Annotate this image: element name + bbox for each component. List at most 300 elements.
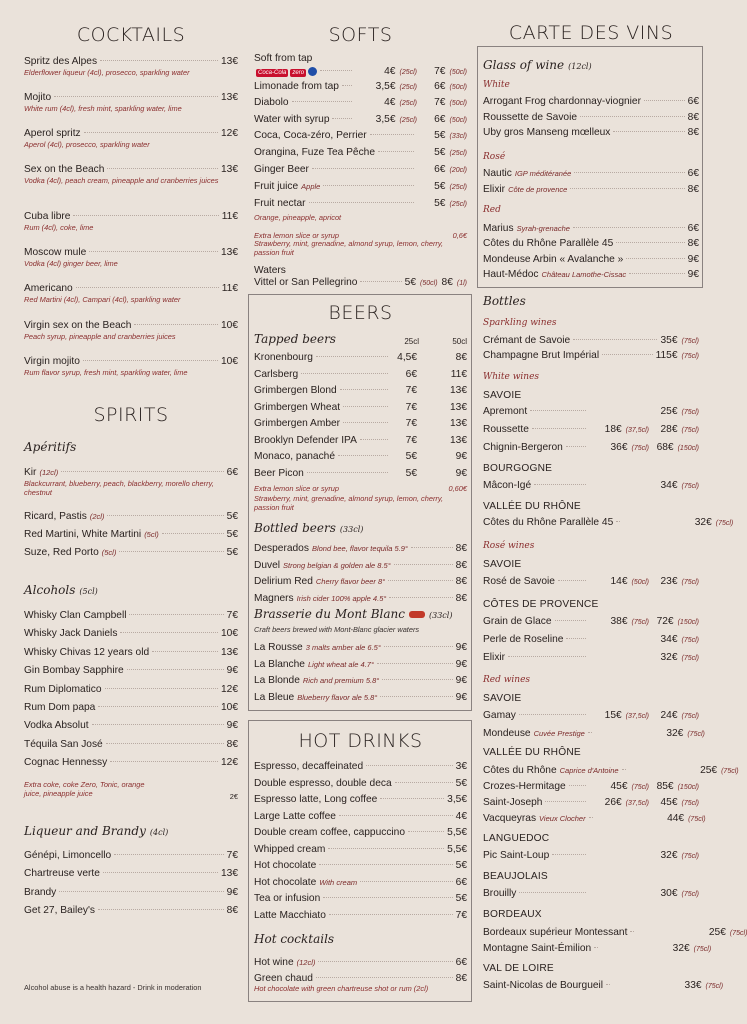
dot-leader bbox=[152, 651, 218, 652]
item-size: (75cl) bbox=[681, 353, 699, 360]
item-price: 12€ bbox=[221, 128, 238, 139]
item-name: Uby gros Manseng mœlleux bbox=[483, 127, 611, 138]
item-name: Espresso latte, Long coffee bbox=[254, 794, 378, 805]
item-size-large: (75cl) bbox=[729, 930, 747, 937]
item-size-small: (37,5cl) bbox=[625, 800, 649, 807]
item-note: Irish cider 100% apple 4.5° bbox=[296, 593, 387, 603]
item-name: Vodka Absolut bbox=[24, 720, 89, 732]
item-name: Get 27, Bailey's bbox=[24, 905, 96, 917]
item-name: Grimbergen Amber bbox=[254, 418, 341, 429]
dot-leader bbox=[360, 439, 388, 440]
dot-leader bbox=[103, 872, 218, 873]
menu-item-row bbox=[254, 793, 467, 806]
dot-leader bbox=[89, 251, 218, 252]
menu-item-row bbox=[483, 615, 699, 629]
menu-item-row bbox=[254, 113, 467, 127]
price-small-group bbox=[355, 80, 417, 94]
dot-leader bbox=[644, 100, 685, 101]
item-price-large: 44€ bbox=[667, 813, 685, 824]
item-name: Water with syrup bbox=[254, 114, 330, 125]
dot-leader bbox=[84, 132, 218, 133]
item-name: Fruit juice bbox=[254, 181, 299, 192]
item-price-small: 36€ bbox=[610, 442, 628, 453]
item-size-small: (25cl) bbox=[399, 100, 417, 107]
menu-item-row bbox=[254, 826, 467, 839]
menu-item-row bbox=[483, 926, 747, 940]
item-size-large: (75cl) bbox=[693, 946, 712, 953]
dot-leader bbox=[318, 961, 452, 962]
item-name: La Blonde bbox=[254, 675, 300, 686]
item-name: Magners bbox=[254, 592, 294, 604]
item-price: 5€ bbox=[434, 130, 446, 141]
item-price-large: 33€ bbox=[684, 980, 702, 991]
dot-leader bbox=[534, 484, 586, 485]
item-name: Haut-Médoc bbox=[483, 268, 539, 280]
item-price: 5€ bbox=[226, 511, 238, 522]
price-small-group bbox=[589, 575, 649, 589]
item-price: 7€ bbox=[455, 909, 467, 921]
item-price-group bbox=[417, 197, 467, 211]
menu-item-row bbox=[254, 575, 467, 588]
item-note: Blond bee, flavor tequila 5.9° bbox=[311, 544, 408, 553]
region-loire: VAL DE LOIRE bbox=[483, 963, 554, 974]
item-size-large: (50cl) bbox=[449, 84, 467, 91]
dot-leader bbox=[613, 131, 684, 132]
item-price-group bbox=[417, 180, 467, 194]
item-price: 8€ bbox=[687, 111, 699, 123]
item-note: Caprice d'Antoine bbox=[559, 766, 619, 775]
price-large-group bbox=[649, 780, 699, 794]
dot-leader bbox=[395, 782, 453, 783]
item-name: Gamay bbox=[483, 710, 516, 721]
menu-item-row bbox=[254, 65, 467, 79]
menu-item-row bbox=[24, 904, 238, 917]
item-name: Champagne Brut Impérial bbox=[483, 350, 600, 361]
item-price-group bbox=[417, 163, 467, 177]
item-price-50cl: 9€ bbox=[455, 467, 467, 479]
item-size-large: (50cl) bbox=[449, 69, 467, 76]
item-price-small: 14€ bbox=[610, 576, 628, 587]
dot-leader bbox=[622, 769, 626, 770]
item-name: Virgin sex on the Beach bbox=[24, 320, 132, 331]
item-note: 3 malts amber ale 6.5° bbox=[305, 643, 381, 652]
item-price: 11€ bbox=[221, 283, 238, 294]
item-price: 5€ bbox=[455, 860, 467, 871]
item-name: Vacqueyras bbox=[483, 813, 537, 824]
alcohols-extra-price: 2€ bbox=[229, 792, 238, 801]
item-price-25cl: 7€ bbox=[405, 385, 417, 396]
menu-item-row bbox=[24, 738, 238, 751]
menu-item-row bbox=[24, 546, 238, 559]
tapped-col1: 25cl bbox=[404, 337, 419, 346]
dot-leader bbox=[558, 580, 586, 581]
menu-item-row bbox=[254, 180, 467, 194]
item-name: Crémant de Savoie bbox=[483, 335, 571, 346]
column-left bbox=[24, 0, 238, 1024]
item-name: Brandy bbox=[24, 886, 57, 898]
item-price: 10€ bbox=[221, 702, 238, 713]
price-large-group bbox=[417, 80, 467, 94]
menu-item-row bbox=[254, 760, 467, 773]
menu-item-row bbox=[24, 163, 238, 176]
menu-item-row bbox=[483, 979, 724, 993]
tapped-col2: 50cl bbox=[452, 337, 467, 346]
item-name: Elixir bbox=[483, 183, 506, 195]
item-name: Green chaud bbox=[254, 973, 313, 984]
menu-item-row bbox=[254, 909, 467, 922]
alcohol-warning: Alcohol abuse is a health hazard - Drink in moderation bbox=[24, 983, 202, 992]
item-price: 8€ bbox=[687, 238, 699, 250]
item-price: 5€ bbox=[455, 893, 467, 904]
menu-item-row bbox=[254, 417, 467, 430]
price-large-group bbox=[649, 887, 699, 901]
item-price: 10€ bbox=[221, 628, 238, 640]
item-name: Roussette de Savoie bbox=[483, 111, 578, 123]
item-name: Côtes du Rhône bbox=[483, 765, 557, 776]
dot-leader bbox=[316, 977, 453, 978]
dot-leader bbox=[59, 891, 223, 892]
item-note: Cherry flavor beer 8° bbox=[315, 577, 386, 586]
item-size: (25cl) bbox=[449, 184, 467, 191]
dot-leader bbox=[380, 798, 444, 799]
item-size-large: (75cl) bbox=[681, 637, 699, 644]
item-description: Rum (4cl), coke, lime bbox=[24, 223, 94, 232]
item-price: 9€ bbox=[687, 268, 699, 280]
item-price: 5€ bbox=[455, 777, 467, 789]
menu-item-row bbox=[24, 627, 238, 640]
dot-leader bbox=[360, 281, 401, 282]
price-small-group bbox=[355, 65, 417, 79]
item-name: Rosé de Savoie bbox=[483, 576, 555, 587]
item-size-small: (37,5cl) bbox=[625, 427, 649, 434]
dot-leader bbox=[580, 116, 685, 117]
menu-item-row bbox=[24, 466, 238, 479]
dot-leader bbox=[573, 227, 685, 228]
item-size-small: (25cl) bbox=[399, 117, 417, 124]
item-name: Hot chocolate bbox=[254, 860, 317, 871]
price-large-group bbox=[649, 405, 699, 419]
region-rhone-white: VALLÉE DU RHÔNE bbox=[483, 501, 581, 512]
item-size: (2cl) bbox=[89, 512, 105, 521]
item-name: Bordeaux supérieur Montessant bbox=[483, 927, 628, 938]
dot-leader bbox=[134, 324, 218, 325]
item-size-small: (50cl) bbox=[420, 280, 438, 287]
region-languedoc: LANGUEDOC bbox=[483, 833, 550, 844]
item-price-large: 68€ bbox=[656, 442, 674, 453]
item-name: Mojito bbox=[24, 92, 52, 103]
dot-leader bbox=[411, 547, 453, 548]
item-price-25cl: 6€ bbox=[405, 368, 417, 380]
dot-leader bbox=[105, 688, 218, 689]
item-price-large: 32€ bbox=[660, 850, 678, 861]
dot-leader bbox=[129, 614, 223, 615]
region-savoie-white: SAVOIE bbox=[483, 390, 522, 401]
item-price-small: 45€ bbox=[610, 781, 628, 792]
glass-title-text: Glass of wine bbox=[483, 58, 565, 72]
item-name: Téquila San José bbox=[24, 738, 103, 750]
beers-extra-price: 0,60€ bbox=[448, 484, 467, 493]
price-large-group bbox=[442, 276, 467, 290]
price-large-group bbox=[697, 926, 747, 940]
item-price: 4€ bbox=[455, 810, 467, 822]
item-size: (25cl) bbox=[449, 150, 467, 157]
price-large-group bbox=[689, 764, 739, 778]
item-price: 9€ bbox=[455, 642, 467, 653]
item-size-large: (150cl) bbox=[677, 619, 699, 626]
dot-leader bbox=[332, 118, 352, 119]
dot-leader bbox=[100, 60, 218, 61]
item-note: With cream bbox=[319, 877, 358, 887]
brasserie-desc: Craft beers brewed with Mont-Blanc glacier waters bbox=[254, 625, 420, 634]
menu-item-row bbox=[254, 876, 467, 889]
item-name: Saint-Joseph bbox=[483, 797, 543, 808]
alcohols-title-text: Alcohols bbox=[24, 583, 76, 597]
item-note: Light wheat ale 4.7° bbox=[307, 659, 374, 669]
item-price-large: 34€ bbox=[660, 634, 678, 645]
item-price-25cl: 7€ bbox=[405, 401, 417, 413]
item-name: Spritz des Alpes bbox=[24, 56, 98, 67]
dot-leader bbox=[73, 215, 218, 216]
dot-leader bbox=[323, 185, 414, 186]
item-price-large: 32€ bbox=[666, 728, 684, 739]
menu-item-row bbox=[483, 796, 699, 810]
dot-leader bbox=[54, 96, 218, 97]
fanta-logo-icon bbox=[308, 67, 317, 76]
item-name: Gin Bombay Sapphire bbox=[24, 665, 124, 677]
item-size-large: (75cl) bbox=[715, 520, 734, 527]
dot-leader bbox=[573, 339, 657, 340]
price-large-group bbox=[673, 979, 723, 993]
dot-leader bbox=[408, 831, 444, 832]
menu-item-row bbox=[254, 859, 467, 872]
item-name: Grain de Glace bbox=[483, 616, 552, 627]
price-small-group bbox=[589, 423, 649, 437]
dot-leader bbox=[532, 428, 586, 429]
brasserie-title-text: Brasserie du Mont Blanc bbox=[254, 607, 405, 621]
menu-item-row bbox=[483, 727, 705, 741]
price-large-group bbox=[649, 709, 699, 723]
dot-leader bbox=[377, 663, 453, 664]
dot-leader bbox=[343, 422, 388, 423]
white-label: White bbox=[483, 80, 510, 90]
menu-item-row bbox=[24, 319, 238, 332]
region-savoie-red: SAVOIE bbox=[483, 693, 522, 704]
item-price: 8€ bbox=[226, 905, 238, 917]
bottled-title-text: Bottled beers bbox=[254, 521, 336, 535]
dot-leader bbox=[61, 471, 223, 472]
item-price-small: 18€ bbox=[604, 424, 622, 435]
item-size-large: (1l) bbox=[456, 280, 467, 287]
menu-item-row bbox=[254, 559, 467, 572]
item-price: 5,5€ bbox=[447, 827, 467, 838]
item-note: Blueberry flavor ale 5.8° bbox=[297, 692, 378, 702]
item-price-large: 45€ bbox=[660, 797, 678, 808]
menu-item-row bbox=[24, 127, 238, 140]
item-name: Grimbergen Blond bbox=[254, 385, 337, 396]
item-name: Carlsberg bbox=[254, 368, 299, 380]
item-price: 6€ bbox=[434, 164, 446, 175]
item-price: 8€ bbox=[687, 127, 699, 138]
item-name: Beer Picon bbox=[254, 467, 304, 479]
item-price-25cl: 7€ bbox=[405, 418, 417, 429]
item-price-small: 3,5€ bbox=[375, 114, 396, 125]
alcohols-title bbox=[24, 583, 98, 597]
item-price-large: 85€ bbox=[656, 781, 674, 792]
item-price-large: 28€ bbox=[660, 424, 678, 435]
item-name: Ginger Beer bbox=[254, 164, 309, 175]
menu-item-row bbox=[483, 237, 699, 250]
item-name: Vittel or San Pellegrino bbox=[254, 277, 358, 288]
item-price: 11€ bbox=[221, 211, 238, 222]
rose-label: Rosé bbox=[483, 152, 506, 162]
item-price-large: 23€ bbox=[660, 576, 678, 587]
dot-leader bbox=[629, 273, 685, 274]
item-note: Cuvée Prestige bbox=[533, 729, 585, 738]
menu-item-row bbox=[24, 867, 238, 880]
item-name: Kir bbox=[24, 467, 37, 478]
item-price: 5€ bbox=[434, 181, 446, 192]
menu-item-row bbox=[254, 129, 467, 143]
item-name: Limonade from tap bbox=[254, 81, 339, 92]
item-size-small: (75cl) bbox=[631, 445, 649, 452]
item-price-small: 3,5€ bbox=[375, 81, 396, 92]
menu-item-row bbox=[254, 658, 467, 671]
price-small-group bbox=[589, 709, 649, 723]
price-small-group bbox=[355, 96, 417, 110]
item-price: 5,5€ bbox=[447, 843, 467, 855]
menu-item-row bbox=[24, 528, 238, 541]
dot-leader bbox=[342, 85, 352, 86]
price-large-group bbox=[649, 423, 699, 437]
item-name: Mondeuse bbox=[483, 728, 531, 739]
glass-size: (12cl) bbox=[568, 62, 592, 71]
dot-leader bbox=[110, 761, 218, 762]
menu-item-row bbox=[254, 351, 467, 364]
dot-leader bbox=[92, 724, 224, 725]
item-size: (5cl) bbox=[144, 530, 159, 539]
wines-title: CARTE DES VINS bbox=[508, 22, 674, 44]
column-middle bbox=[254, 0, 467, 1024]
item-name: Hot chocolate bbox=[254, 876, 317, 888]
menu-item-row bbox=[24, 756, 238, 769]
item-price: 6€ bbox=[455, 957, 467, 968]
item-price: 9€ bbox=[455, 691, 467, 703]
beers-extra-desc: Extra lemon slice or syrup bbox=[254, 484, 340, 493]
item-price-large: 6€ bbox=[434, 114, 446, 125]
price-large-group bbox=[661, 942, 711, 956]
item-price: 8€ bbox=[687, 183, 699, 195]
menu-item-row bbox=[254, 592, 467, 605]
dot-leader bbox=[338, 455, 388, 456]
menu-item-row bbox=[483, 651, 699, 665]
cocktails-title: COCKTAILS bbox=[76, 24, 186, 46]
alcohols-extra-desc: Extra coke, coke Zero, Tonic, orange juice, pineapple juice bbox=[24, 780, 145, 798]
dot-leader bbox=[378, 151, 414, 152]
item-price: 6€ bbox=[226, 467, 238, 478]
item-name: Whipped cream bbox=[254, 843, 326, 855]
item-name: Cognac Hennessy bbox=[24, 757, 108, 769]
item-name: Chignin-Bergeron bbox=[483, 442, 563, 453]
waters-title: Waters bbox=[254, 265, 286, 276]
item-name: Grimbergen Wheat bbox=[254, 401, 341, 413]
item-size: (20cl) bbox=[449, 167, 467, 174]
dot-leader bbox=[340, 389, 388, 390]
item-name: Cuba libre bbox=[24, 211, 71, 222]
item-price-large: 6€ bbox=[434, 81, 446, 92]
menu-item-row bbox=[24, 246, 238, 259]
item-size-small: (75cl) bbox=[631, 619, 649, 626]
menu-item-row bbox=[254, 368, 467, 381]
item-description: Elderflower liqueur (4cl), prosecco, sparkling water bbox=[24, 68, 190, 77]
menu-item-row bbox=[24, 91, 238, 104]
menu-item-row bbox=[483, 268, 699, 281]
item-note: Rich and premium 5.8° bbox=[302, 676, 380, 685]
item-note: Apple bbox=[301, 182, 321, 191]
alcohols-size: (5cl) bbox=[79, 587, 98, 596]
item-name: Monaco, panaché bbox=[254, 451, 335, 462]
item-price: 6€ bbox=[687, 223, 699, 234]
item-price-50cl: 11€ bbox=[450, 368, 467, 380]
dot-leader bbox=[389, 597, 452, 598]
item-name: Kronenbourg bbox=[254, 352, 313, 363]
soft-tap-label: Soft from tap bbox=[254, 53, 313, 64]
item-name: Duvel bbox=[254, 559, 281, 571]
menu-item-row bbox=[483, 849, 699, 863]
price-large-group bbox=[649, 651, 699, 665]
menu-item-row bbox=[24, 719, 238, 732]
price-large-group bbox=[649, 849, 699, 863]
menu-item-row bbox=[483, 183, 699, 196]
menu-item-row bbox=[254, 892, 467, 905]
item-size-small: (25cl) bbox=[399, 69, 417, 76]
item-description: White rum (4cl), fresh mint, sparkling water, lime bbox=[24, 104, 182, 113]
item-size: (33cl) bbox=[449, 133, 467, 140]
item-price-50cl: 13€ bbox=[450, 434, 467, 446]
sparkling-label: Sparkling wines bbox=[483, 318, 557, 328]
menu-item-row bbox=[254, 450, 467, 463]
dot-leader bbox=[570, 188, 684, 189]
item-size-large: (150cl) bbox=[677, 445, 699, 452]
soft-tap-label-row bbox=[254, 52, 467, 65]
item-price: 3€ bbox=[455, 761, 467, 772]
column-right bbox=[483, 0, 747, 1024]
item-price: 9€ bbox=[455, 658, 467, 670]
item-size-large: (75cl) bbox=[681, 655, 699, 662]
item-price: 8€ bbox=[455, 973, 467, 984]
menu-item-row bbox=[483, 95, 699, 108]
item-price: 5€ bbox=[434, 198, 446, 209]
item-price: 8€ bbox=[455, 559, 467, 571]
item-size: (12cl) bbox=[39, 468, 59, 477]
item-price-25cl: 4,5€ bbox=[397, 352, 417, 363]
menu-item-row bbox=[24, 886, 238, 899]
item-name: Fruit nectar bbox=[254, 198, 306, 209]
item-name: Diabolo bbox=[254, 97, 289, 108]
menu-item-row bbox=[254, 956, 467, 969]
item-price: 8€ bbox=[455, 592, 467, 604]
mont-blanc-logo-icon bbox=[409, 611, 425, 618]
menu-item-row bbox=[24, 701, 238, 714]
menu-item-row bbox=[483, 764, 739, 778]
item-price: 9€ bbox=[226, 886, 238, 898]
item-price-large: 32€ bbox=[694, 517, 712, 528]
menu-item-row bbox=[483, 633, 699, 647]
item-price: 5€ bbox=[226, 529, 238, 540]
dot-leader bbox=[519, 892, 586, 893]
item-price: 13€ bbox=[221, 164, 238, 175]
dot-leader bbox=[382, 679, 452, 680]
item-price-small: 5€ bbox=[404, 277, 417, 288]
